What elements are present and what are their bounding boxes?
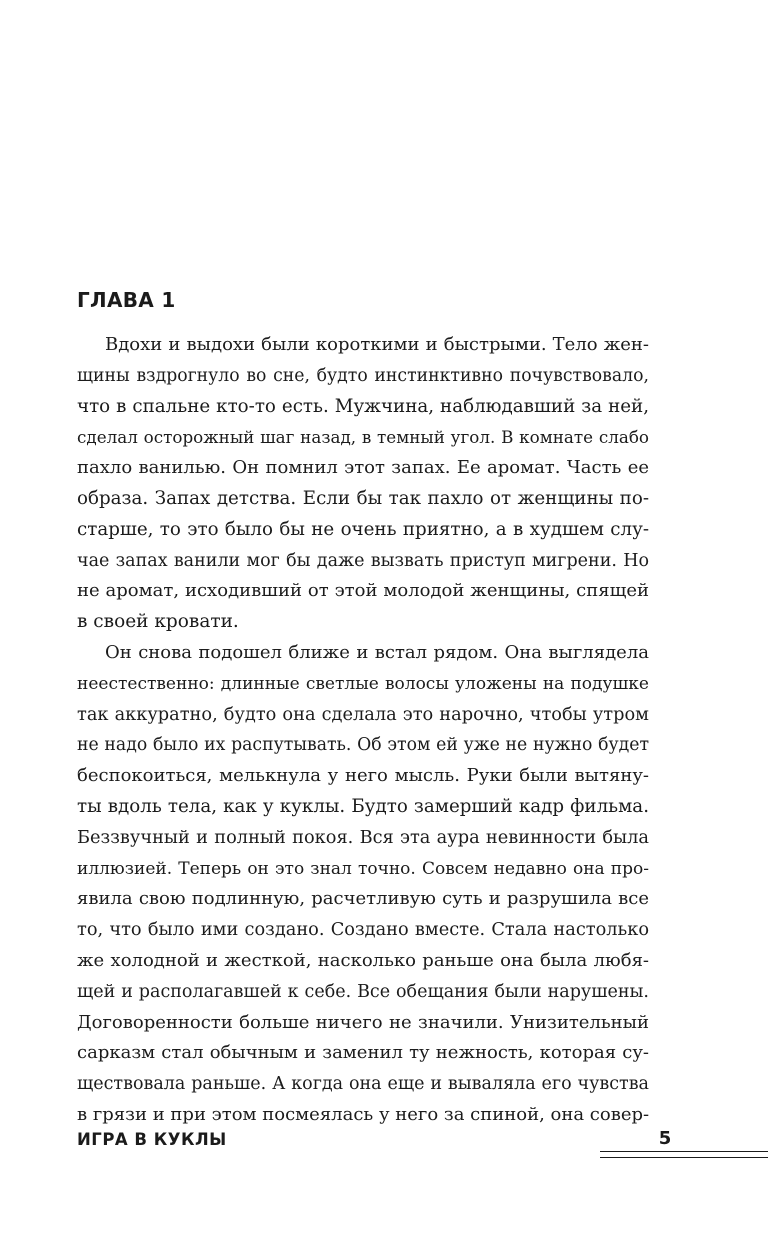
text-line: не надо было их распутывать. Об этом ей уже не нужно будет: [77, 735, 649, 756]
text-line: явила свою подлинную, расчетливую суть и разрушила все: [77, 888, 649, 910]
page-number: 5: [658, 1128, 672, 1149]
text-line: то, что было ими создано. Создано вместе. Стала настолько: [77, 920, 649, 941]
text-line: иллюзией. Теперь он это знал точно. Совсем недавно она про-: [77, 858, 649, 879]
text-line: в своей кровати.: [77, 611, 239, 633]
text-line: ществовала раньше. А когда она еще и вываляла его чувства: [77, 1074, 649, 1095]
text-line: что в спальне кто-то есть. Мужчина, наблюдавший за ней,: [77, 395, 649, 417]
text-line: беспокоиться, мелькнула у него мысль. Руки были вытяну-: [77, 765, 649, 787]
text-line: так аккуратно, будто она сделала это нарочно, чтобы утром: [77, 704, 649, 725]
text-line: неестественно: длинные светлые волосы уложены на подушке: [77, 673, 649, 694]
text-line: пахло ванилью. Он помнил этот запах. Ее аромат. Часть ее: [77, 457, 649, 479]
text-line: старше, то это было бы не очень приятно, а в худшем слу-: [77, 518, 649, 540]
text-line: Договоренности больше ничего не значили. Унизительный: [77, 1011, 649, 1033]
body-text: [77, 330, 649, 1131]
text-line: же холодной и жесткой, насколько раньше она была любя-: [77, 949, 649, 971]
chapter-title: ГЛАВА 1: [77, 288, 176, 312]
text-line: сделал осторожный шаг назад, в темный угол. В комнате слабо: [77, 427, 649, 448]
text-line: образа. Запах детства. Если бы так пахло от женщины по-: [77, 487, 649, 509]
text-line: сарказм стал обычным и заменил ту нежность, которая су-: [77, 1042, 649, 1064]
text-line: Беззвучный и полный покоя. Вся эта аура невинности была: [77, 827, 649, 848]
text-line: ты вдоль тела, как у куклы. Будто замерший кадр фильма.: [77, 795, 649, 817]
footer-book-title: ИГРА В КУКЛЫ: [77, 1130, 227, 1149]
paragraph: [77, 638, 649, 1131]
text-line: не аромат, исходивший от этой молодой женщины, спящей: [77, 580, 649, 602]
text-line: щей и располагавшей к себе. Все обещания были нарушены.: [77, 981, 649, 1002]
paragraph: [77, 330, 649, 638]
text-line: щины вздрогнуло во сне, будто инстинктивно почувствовало,: [77, 365, 649, 386]
text-line: Он снова подошел ближе и встал рядом. Она выглядела: [105, 641, 649, 663]
footer-double-rule: [600, 1151, 768, 1158]
text-line: Вдохи и выдохи были короткими и быстрыми. Тело жен-: [105, 334, 649, 355]
text-line: в грязи и при этом посмеялась у него за спиной, она совер-: [77, 1103, 650, 1125]
text-line: чае запах ванили мог бы даже вызвать приступ мигрени. Но: [77, 550, 649, 571]
